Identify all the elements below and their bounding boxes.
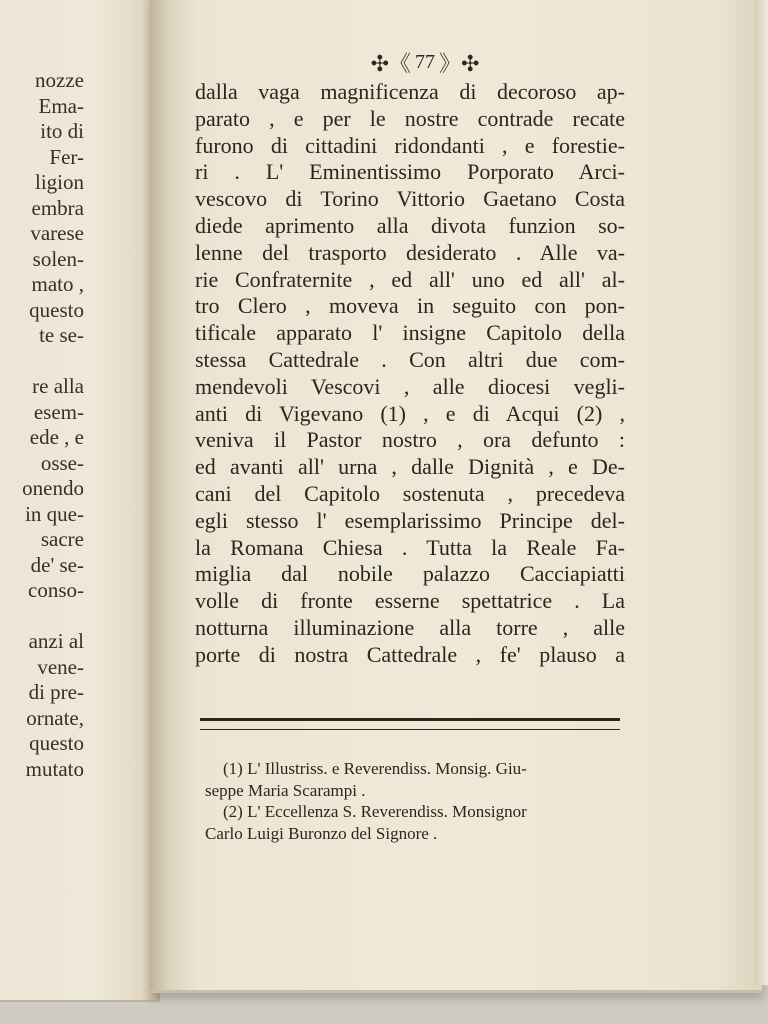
- body-line: anti di Vigevano (1) , e di Acqui (2) ,: [195, 400, 625, 426]
- body-line: parato , e per le nostre contrade recate: [195, 105, 625, 131]
- left-page-line: solen-: [32, 246, 84, 271]
- left-page-line: di pre-: [28, 680, 84, 704]
- body-line: cani del Capitolo sostenuta , precedeva: [195, 480, 625, 506]
- left-page-line: sacre: [40, 527, 84, 551]
- body-line: egli stesso l' esemplarissimo Principe del-: [195, 507, 625, 533]
- body-line: notturna illuminazione alla torre , alle: [195, 614, 625, 640]
- left-page-line: te se-: [39, 323, 84, 347]
- body-line: rie Confraternite , ed all' uno ed all' al-: [195, 266, 625, 292]
- footnote-line: (1) L' Illustriss. e Reverendiss. Monsig. Giu-: [223, 759, 527, 778]
- left-page-line: osse-: [40, 450, 84, 475]
- ornament-right-icon: 》✣: [439, 50, 480, 76]
- footnote-line: Carlo Luigi Buronzo del Signore .: [205, 823, 438, 843]
- left-page: [0, 0, 160, 1002]
- body-line: stessa Cattedrale . Con altri due com-: [195, 346, 625, 372]
- right-page-content: [195, 45, 625, 669]
- left-page-line: [0, 349, 160, 375]
- left-page-line: ede , e: [29, 425, 84, 449]
- page-header: [225, 45, 625, 79]
- body-line: lenne del trasporto desiderato . Alle va-: [195, 239, 625, 265]
- left-page-line: embra: [31, 195, 84, 220]
- body-line: ri . L' Eminentissimo Porporato Arci-: [195, 159, 625, 185]
- left-page-line: conso-: [28, 578, 84, 602]
- left-page-line: onendo: [22, 476, 84, 500]
- body-line: mendevoli Vescovi , alle diocesi vegli-: [195, 373, 625, 399]
- body-line: diede aprimento alla divota funzion so-: [195, 212, 625, 238]
- left-page-line: Ema-: [38, 93, 84, 118]
- left-page-line: in que-: [25, 501, 84, 526]
- left-page-line: anzi al: [28, 629, 84, 653]
- left-page-line: vene-: [37, 654, 84, 679]
- left-page-line: nozze: [35, 68, 84, 92]
- left-page-line: varese: [30, 221, 84, 245]
- body-line: furono di cittadini ridondanti , e forestie-: [195, 132, 625, 158]
- left-page-line: questo: [29, 297, 84, 322]
- left-page-line: de' se-: [30, 552, 84, 577]
- left-page-line: [0, 604, 160, 630]
- left-page-line: mutato: [25, 756, 84, 781]
- footnote-rule: [200, 718, 620, 730]
- body-line: tro Clero , moveva in seguito con pon-: [195, 293, 625, 319]
- left-page-line: Fer-: [49, 144, 84, 169]
- footnote-line: seppe Maria Scarampi .: [205, 780, 366, 800]
- body-line: veniva il Pastor nostro , ora defunto :: [195, 427, 625, 453]
- footnotes: [205, 758, 625, 844]
- body-line: volle di fronte esserne spettatrice . La: [195, 588, 625, 614]
- left-page-line: re alla: [32, 374, 84, 398]
- body-line: porte di nostra Cattedrale , fe' plauso a: [195, 641, 625, 667]
- footnote-line: (2) L' Eccellenza S. Reverendiss. Monsignor: [223, 802, 527, 821]
- left-page-line: mato ,: [31, 272, 84, 296]
- body-line: tificale apparato l' insigne Capitolo della: [195, 320, 625, 346]
- left-page-line: ornate,: [26, 705, 84, 730]
- body-line: dalla vaga magnificenza di decoroso ap-: [195, 79, 625, 104]
- page-number: 77: [415, 50, 435, 73]
- body-line: vescovo di Torino Vittorio Gaetano Costa: [195, 186, 625, 212]
- ornament-left-icon: ✣《: [370, 50, 411, 76]
- body-line: la Romana Chiesa . Tutta la Reale Fa-: [195, 534, 625, 560]
- left-page-line: questo: [29, 731, 84, 755]
- body-line: miglia dal nobile palazzo Cacciapiatti: [195, 561, 625, 587]
- left-page-line: esem-: [33, 399, 84, 424]
- left-page-text: [0, 68, 160, 782]
- left-page-line: ligion: [34, 170, 84, 194]
- body-text: [195, 79, 625, 669]
- left-page-line: ito di: [40, 119, 84, 143]
- body-line: ed avanti all' urna , dalle Dignità , e De-: [195, 454, 625, 480]
- page-edge: [755, 0, 768, 985]
